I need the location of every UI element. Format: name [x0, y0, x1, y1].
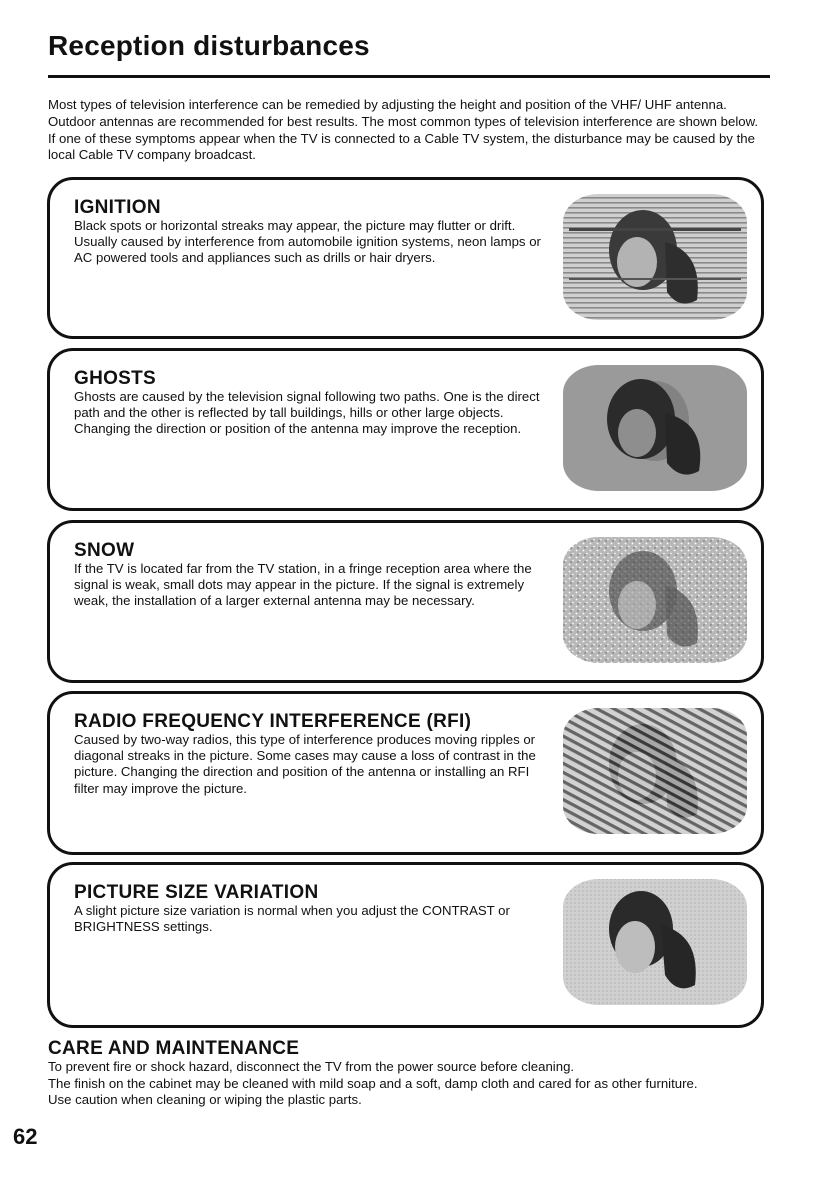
page-title: Reception disturbances: [48, 30, 370, 61]
snow-title: SNOW: [74, 540, 135, 561]
care-line: Use caution when cleaning or wiping the plastic parts.: [48, 1092, 362, 1108]
care-line: To prevent fire or shock hazard, disconnect the TV from the power source before cleaning.: [48, 1059, 575, 1074]
ghosts-text: Ghosts are caused by the television signal following two paths. One is the direct path and the other is reflected by tall buildings, hills or other large objects. Changing the direction or position of the antenna may improve the reception.: [74, 389, 540, 437]
rfi-tv-image: [561, 706, 749, 836]
picture-size-tv-image: [561, 877, 749, 1007]
snow-tv-image: [561, 535, 749, 665]
picture-size-text: A slight picture size variation is normal when you adjust the CONTRAST or BRIGHTNESS settings.: [74, 903, 510, 935]
ignition-panel: [47, 177, 764, 339]
ghosts-panel: [47, 348, 764, 511]
intro-text: Most types of television interference can be remedied by adjusting the height and position of the VHF/ UHF antenna. Outdoor antennas are recommended for best results. The most common types of television interference are shown below. If one of these symptoms appear when the TV is connected to a Cable TV system, the disturbance may be caused by the local Cable TV company broadcast.: [48, 97, 759, 163]
picture-size-title: PICTURE SIZE VARIATION: [74, 882, 319, 903]
ignition-tv-image: [561, 192, 749, 322]
rfi-panel: [47, 691, 764, 855]
snow-panel: [47, 520, 764, 683]
snow-text: If the TV is located far from the TV station, in a fringe reception area where the signal is weak, small dots may appear in the picture. If the signal is extremely weak, the installation of a larger external antenna may be necessary.: [74, 561, 532, 609]
care-line: The finish on the cabinet may be cleaned with mild soap and a soft, damp cloth and cared for as other furniture.: [48, 1075, 698, 1091]
care-text: [48, 1059, 778, 1109]
ghosts-title: GHOSTS: [74, 368, 157, 389]
care-title: CARE AND MAINTENANCE: [48, 1038, 300, 1059]
page-number: 62: [13, 1124, 38, 1149]
picture-size-panel: [47, 862, 764, 1028]
rfi-text: Caused by two-way radios, this type of interference produces moving ripples or diagonal streaks in the picture. Some cases may cause a loss of contrast in the picture. Changing the direction and position of the antenna or installing an RFI filter may improve the picture.: [74, 732, 536, 796]
ignition-text: Black spots or horizontal streaks may appear, the picture may flutter or drift. Usually caused by interference from automobile ignition systems, neon lamps or AC powered tools and appliances such as drills or hair dryers.: [74, 218, 541, 266]
ignition-title: IGNITION: [74, 197, 161, 218]
title-rule: [48, 75, 770, 78]
rfi-title: RADIO FREQUENCY INTERFERENCE (RFI): [74, 711, 472, 732]
ghosts-tv-image: [561, 363, 749, 493]
